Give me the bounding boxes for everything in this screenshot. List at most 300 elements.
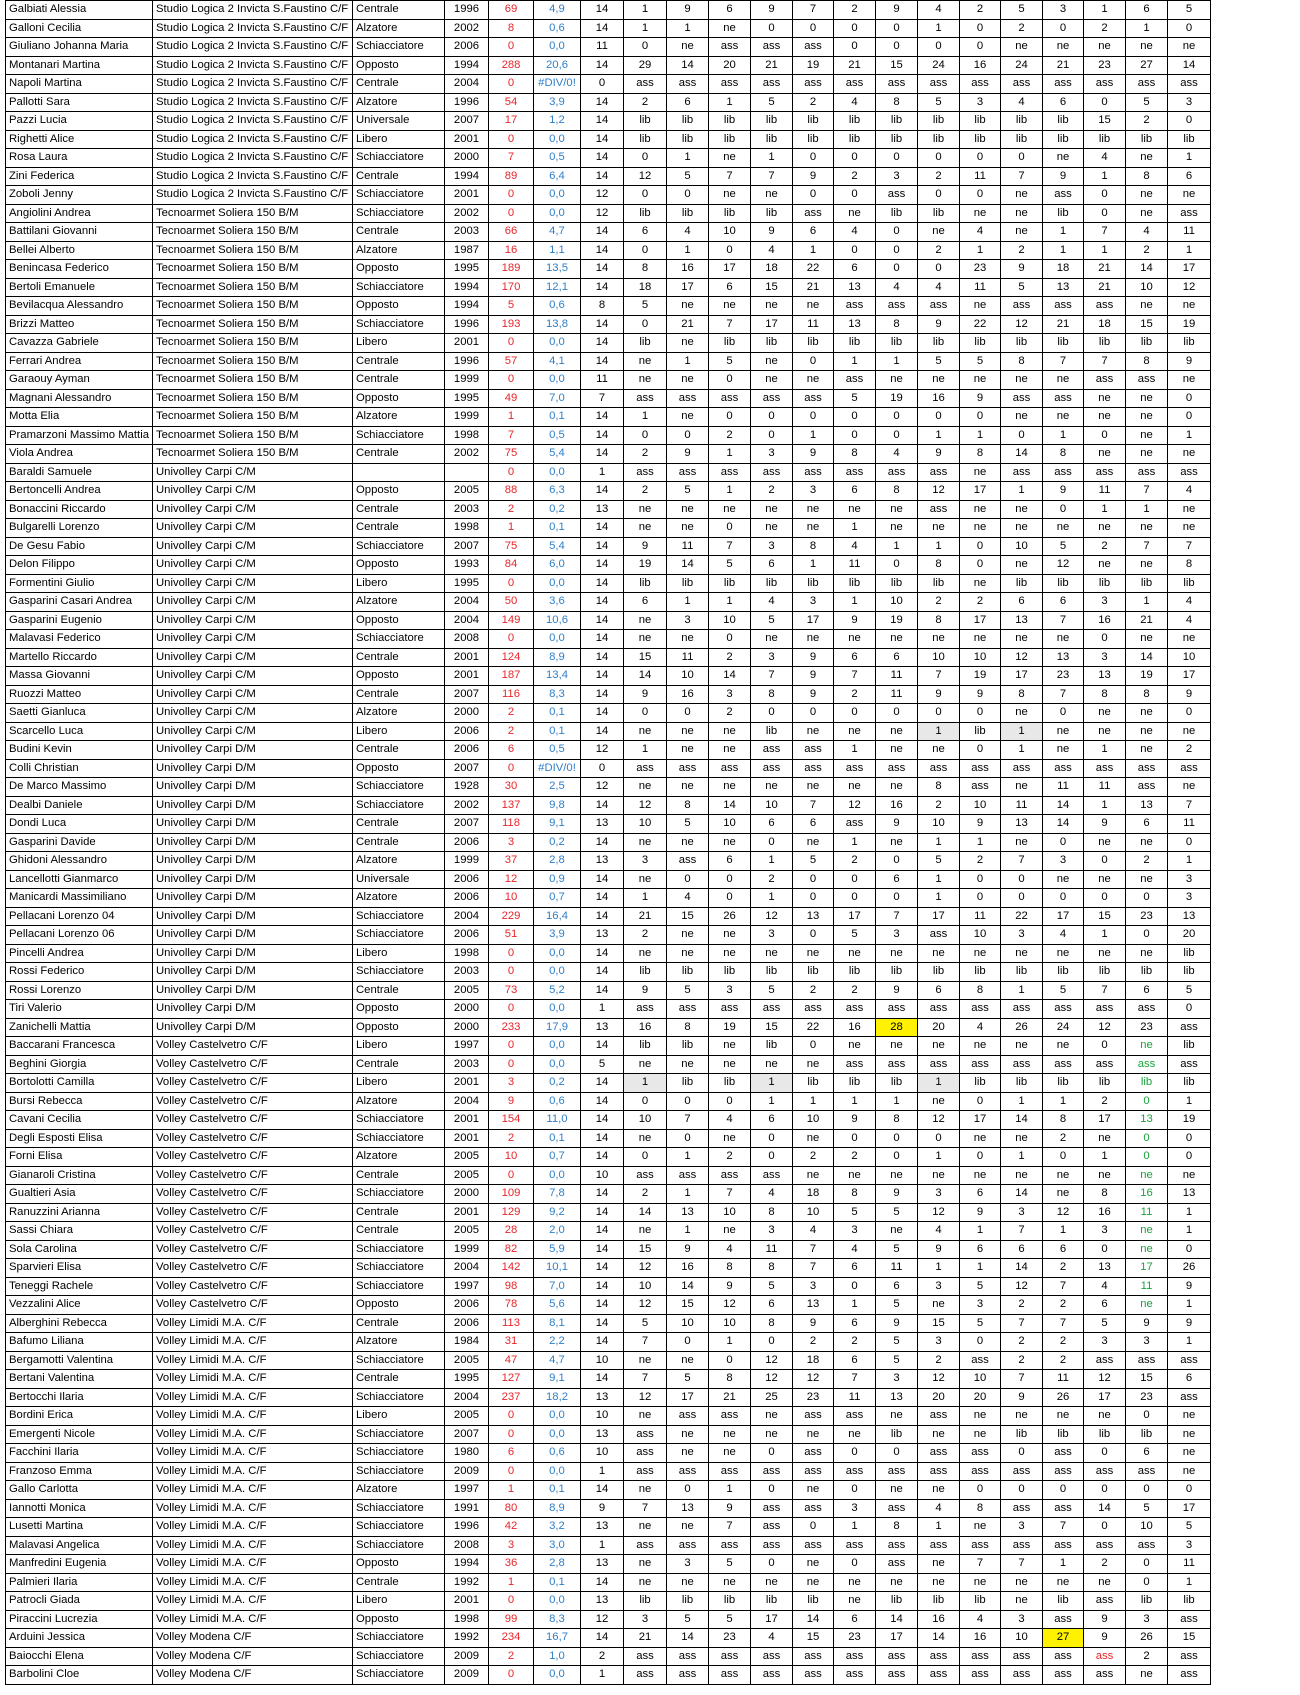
role-cell: Centrale [353,519,445,538]
match-2-points-cell: 10 [667,1314,709,1333]
table-row [6,1129,1211,1148]
match-1-points-cell: 5 [624,297,667,316]
role-cell: Alzatore [353,1481,445,1500]
match-3-points-cell: 0 [709,241,751,260]
match-3-points-cell: 0 [709,630,751,649]
match-7-points-cell: ne [876,519,918,538]
match-1-points-cell: ne [624,1222,667,1241]
match-7-points-cell: lib [876,1074,918,1093]
match-6-points-cell: 1 [834,593,876,612]
match-12-points-cell: ne [1084,445,1126,464]
match-13-points-cell: ne [1126,1166,1168,1185]
role-cell: Alzatore [353,1333,445,1352]
match-2-points-cell: ass [667,1462,709,1481]
match-2-points-cell: 0 [667,704,709,723]
match-11-points-cell: ne [1043,630,1084,649]
match-2-points-cell: ass [667,1666,709,1685]
matches-played-cell: 14 [581,260,624,279]
player-name-cell: Dealbi Daniele [6,796,153,815]
match-14-points-cell: 14 [1168,56,1211,75]
average-cell: 0,0 [534,371,581,390]
match-5-points-cell: 19 [793,56,834,75]
match-2-points-cell: ass [667,1166,709,1185]
total-points-cell: 3 [489,1074,534,1093]
match-14-points-cell: 0 [1168,1240,1211,1259]
match-12-points-cell: ass [1084,297,1126,316]
match-7-points-cell: 0 [876,852,918,871]
match-9-points-cell: ne [960,204,1001,223]
match-14-points-cell: 3 [1168,889,1211,908]
match-7-points-cell: ass [876,1666,918,1685]
match-12-points-cell: ass [1084,463,1126,482]
match-7-points-cell: 0 [876,704,918,723]
match-3-points-cell: 23 [709,1629,751,1648]
player-stats-table [5,0,1211,1685]
matches-played-cell: 14 [581,870,624,889]
match-7-points-cell: lib [876,963,918,982]
match-5-points-cell: 6 [793,815,834,834]
team-cell: Univolley Carpi C/M [153,611,353,630]
table-row [6,19,1211,38]
total-points-cell: 2 [489,704,534,723]
match-12-points-cell: 1 [1084,1148,1126,1167]
player-name-cell: Bulgarelli Lorenzo [6,519,153,538]
match-3-points-cell: ass [709,38,751,57]
match-13-points-cell: 23 [1126,1018,1168,1037]
match-7-points-cell: ass [876,297,918,316]
total-points-cell: 1 [489,519,534,538]
table-row [6,537,1211,556]
match-6-points-cell: 3 [834,1499,876,1518]
match-10-points-cell: 13 [1001,815,1043,834]
match-8-points-cell: 20 [918,1388,960,1407]
birth-year-cell: 2002 [445,204,489,223]
match-5-points-cell: ass [793,1462,834,1481]
team-cell: Univolley Carpi C/M [153,574,353,593]
matches-played-cell: 14 [581,1277,624,1296]
match-1-points-cell: 14 [624,1203,667,1222]
total-points-cell: 109 [489,1185,534,1204]
match-9-points-cell: 2 [960,593,1001,612]
match-2-points-cell: ne [667,833,709,852]
table-row [6,1351,1211,1370]
match-7-points-cell: ass [876,1536,918,1555]
match-6-points-cell: 9 [834,1111,876,1130]
match-8-points-cell: 14 [918,1629,960,1648]
match-4-points-cell: 12 [751,1351,793,1370]
total-points-cell: 129 [489,1203,534,1222]
match-10-points-cell: ne [1001,371,1043,390]
role-cell: Centrale [353,223,445,242]
match-7-points-cell: ne [876,500,918,519]
player-name-cell: Patrocli Giada [6,1592,153,1611]
table-row [6,1018,1211,1037]
match-5-points-cell: lib [793,130,834,149]
match-7-points-cell: 3 [876,167,918,186]
matches-played-cell: 14 [581,1148,624,1167]
match-5-points-cell: 10 [793,1111,834,1130]
match-1-points-cell: ass [624,75,667,94]
table-row [6,1444,1211,1463]
match-6-points-cell: ne [834,630,876,649]
team-cell: Volley Castelvetro C/F [153,1129,353,1148]
match-9-points-cell: ass [960,1444,1001,1463]
match-8-points-cell: ass [918,1666,960,1685]
match-13-points-cell: ne [1126,944,1168,963]
average-cell: 0,5 [534,149,581,168]
match-14-points-cell: 1 [1168,1092,1211,1111]
match-7-points-cell: 1 [876,537,918,556]
match-2-points-cell: 17 [667,1388,709,1407]
birth-year-cell: 1995 [445,1370,489,1389]
table-row [6,981,1211,1000]
matches-played-cell: 10 [581,1407,624,1426]
match-8-points-cell: 3 [918,1277,960,1296]
average-cell: 0,7 [534,1148,581,1167]
match-13-points-cell: 0 [1126,889,1168,908]
match-14-points-cell: 10 [1168,648,1211,667]
match-3-points-cell: 1 [709,93,751,112]
birth-year-cell: 2001 [445,186,489,205]
match-4-points-cell: 18 [751,260,793,279]
total-points-cell: 2 [489,722,534,741]
average-cell: 13,8 [534,315,581,334]
match-10-points-cell: ne [1001,500,1043,519]
match-4-points-cell: 12 [751,1370,793,1389]
match-2-points-cell: 11 [667,648,709,667]
match-10-points-cell: 7 [1001,1555,1043,1574]
birth-year-cell: 2002 [445,796,489,815]
match-2-points-cell: ne [667,1573,709,1592]
match-11-points-cell: lib [1043,1074,1084,1093]
average-cell: 9,2 [534,1203,581,1222]
birth-year-cell: 2001 [445,1203,489,1222]
match-7-points-cell: 10 [876,593,918,612]
match-8-points-cell: 1 [918,1518,960,1537]
birth-year-cell: 2004 [445,1388,489,1407]
table-row [6,796,1211,815]
birth-year-cell: 2005 [445,1222,489,1241]
match-13-points-cell: ass [1126,1000,1168,1019]
match-12-points-cell: 0 [1084,204,1126,223]
match-12-points-cell: 16 [1084,1203,1126,1222]
match-11-points-cell: 12 [1043,556,1084,575]
match-9-points-cell: ne [960,944,1001,963]
match-1-points-cell: 6 [624,223,667,242]
player-name-cell: Sola Carolina [6,1240,153,1259]
team-cell: Univolley Carpi D/M [153,981,353,1000]
match-5-points-cell: 0 [793,889,834,908]
match-12-points-cell: 8 [1084,1185,1126,1204]
matches-played-cell: 14 [581,1370,624,1389]
role-cell: Alzatore [353,1148,445,1167]
match-2-points-cell: 17 [667,278,709,297]
match-11-points-cell: 7 [1043,1277,1084,1296]
match-7-points-cell: 0 [876,260,918,279]
player-name-cell: Franzoso Emma [6,1462,153,1481]
match-11-points-cell: 21 [1043,315,1084,334]
match-10-points-cell: 9 [1001,1388,1043,1407]
birth-year-cell: 1995 [445,260,489,279]
average-cell: 5,6 [534,1296,581,1315]
match-13-points-cell: lib [1126,574,1168,593]
match-1-points-cell: 7 [624,1499,667,1518]
team-cell: Tecnoarmet Soliera 150 B/M [153,334,353,353]
match-2-points-cell: 21 [667,315,709,334]
total-points-cell: 9 [489,1092,534,1111]
matches-played-cell: 12 [581,778,624,797]
table-row [6,648,1211,667]
total-points-cell: 2 [489,500,534,519]
table-row [6,371,1211,390]
match-9-points-cell: 10 [960,1370,1001,1389]
match-2-points-cell: 14 [667,1629,709,1648]
match-8-points-cell: 4 [918,278,960,297]
match-5-points-cell: 15 [793,1629,834,1648]
match-9-points-cell: 0 [960,38,1001,57]
match-11-points-cell: 23 [1043,667,1084,686]
match-9-points-cell: 3 [960,1296,1001,1315]
match-9-points-cell: 6 [960,1240,1001,1259]
match-9-points-cell: ass [960,1000,1001,1019]
player-name-cell: Ghidoni Alessandro [6,852,153,871]
match-12-points-cell: 3 [1084,1222,1126,1241]
average-cell: 8,1 [534,1314,581,1333]
table-row [6,204,1211,223]
match-9-points-cell: ne [960,574,1001,593]
match-12-points-cell: lib [1084,963,1126,982]
match-11-points-cell: 11 [1043,778,1084,797]
match-5-points-cell: ne [793,1129,834,1148]
match-10-points-cell: 17 [1001,667,1043,686]
match-10-points-cell: lib [1001,112,1043,131]
match-10-points-cell: ass [1001,1647,1043,1666]
matches-played-cell: 14 [581,981,624,1000]
match-14-points-cell: 0 [1168,1129,1211,1148]
match-3-points-cell: 10 [709,223,751,242]
match-7-points-cell: lib [876,204,918,223]
match-3-points-cell: 20 [709,56,751,75]
match-6-points-cell: lib [834,963,876,982]
player-name-cell: Galloni Cecilia [6,19,153,38]
match-14-points-cell: 13 [1168,907,1211,926]
match-10-points-cell: ass [1001,389,1043,408]
birth-year-cell: 1992 [445,1573,489,1592]
match-4-points-cell: ass [751,1462,793,1481]
role-cell: Centrale [353,1,445,20]
match-10-points-cell: 0 [1001,149,1043,168]
match-9-points-cell: 0 [960,704,1001,723]
match-4-points-cell: 0 [751,1148,793,1167]
match-7-points-cell: 9 [876,981,918,1000]
match-10-points-cell: ass [1001,759,1043,778]
match-8-points-cell: 15 [918,1314,960,1333]
team-cell: Volley Modena C/F [153,1666,353,1685]
total-points-cell: 237 [489,1388,534,1407]
player-name-cell: Benincasa Federico [6,260,153,279]
match-5-points-cell: lib [793,334,834,353]
total-points-cell: 10 [489,1148,534,1167]
match-4-points-cell: 3 [751,926,793,945]
match-13-points-cell: ne [1126,297,1168,316]
match-4-points-cell: 10 [751,796,793,815]
total-points-cell: 16 [489,241,534,260]
match-4-points-cell: ne [751,944,793,963]
match-1-points-cell: 21 [624,907,667,926]
match-6-points-cell: 1 [834,1296,876,1315]
match-4-points-cell: lib [751,112,793,131]
table-row [6,241,1211,260]
match-11-points-cell: ass [1043,1499,1084,1518]
birth-year-cell: 2005 [445,482,489,501]
match-4-points-cell: 17 [751,315,793,334]
match-7-points-cell: lib [876,1425,918,1444]
match-5-points-cell: 13 [793,1296,834,1315]
match-5-points-cell: 11 [793,315,834,334]
matches-played-cell: 10 [581,1166,624,1185]
match-11-points-cell: 1 [1043,426,1084,445]
birth-year-cell: 2005 [445,1148,489,1167]
team-cell: Volley Limidi M.A. C/F [153,1518,353,1537]
match-4-points-cell: 5 [751,1277,793,1296]
player-name-cell: Bertoncelli Andrea [6,482,153,501]
match-13-points-cell: 7 [1126,482,1168,501]
player-name-cell: Formentini Giulio [6,574,153,593]
match-11-points-cell: 7 [1043,352,1084,371]
table-row [6,1370,1211,1389]
team-cell: Volley Castelvetro C/F [153,1074,353,1093]
role-cell: Alzatore [353,1092,445,1111]
match-1-points-cell: 18 [624,278,667,297]
match-5-points-cell: 0 [793,408,834,427]
matches-played-cell: 14 [581,278,624,297]
match-9-points-cell: 9 [960,685,1001,704]
match-10-points-cell: 14 [1001,445,1043,464]
match-14-points-cell: lib [1168,963,1211,982]
role-cell: Schiacciatore [353,426,445,445]
match-8-points-cell: ne [918,1296,960,1315]
match-9-points-cell: lib [960,963,1001,982]
total-points-cell: 0 [489,759,534,778]
match-8-points-cell: 0 [918,260,960,279]
match-10-points-cell: 14 [1001,1185,1043,1204]
match-1-points-cell: ne [624,352,667,371]
average-cell: 7,0 [534,389,581,408]
match-4-points-cell: lib [751,722,793,741]
match-11-points-cell: lib [1043,130,1084,149]
match-3-points-cell: 6 [709,278,751,297]
match-10-points-cell: 0 [1001,889,1043,908]
match-12-points-cell: ass [1084,1055,1126,1074]
match-9-points-cell: ass [960,778,1001,797]
match-12-points-cell: ne [1084,722,1126,741]
match-10-points-cell: 2 [1001,241,1043,260]
match-10-points-cell: 0 [1001,426,1043,445]
average-cell: 0,1 [534,519,581,538]
team-cell: Tecnoarmet Soliera 150 B/M [153,260,353,279]
matches-played-cell: 14 [581,315,624,334]
match-14-points-cell: 9 [1168,1277,1211,1296]
match-6-points-cell: 0 [834,408,876,427]
match-14-points-cell: ne [1168,186,1211,205]
match-1-points-cell: lib [624,1037,667,1056]
table-row [6,1555,1211,1574]
match-12-points-cell: ass [1084,1536,1126,1555]
match-7-points-cell: 5 [876,1351,918,1370]
player-name-cell: Bellei Alberto [6,241,153,260]
average-cell: 0,0 [534,630,581,649]
average-cell: 6,0 [534,556,581,575]
match-11-points-cell: 7 [1043,1314,1084,1333]
match-11-points-cell: 2 [1043,1296,1084,1315]
table-row [6,1518,1211,1537]
table-row [6,1499,1211,1518]
team-cell: Studio Logica 2 Invicta S.Faustino C/F [153,1,353,20]
team-cell: Studio Logica 2 Invicta S.Faustino C/F [153,112,353,131]
match-11-points-cell: 7 [1043,1518,1084,1537]
player-name-cell: De Marco Massimo [6,778,153,797]
match-5-points-cell: 0 [793,352,834,371]
match-1-points-cell: ass [624,1000,667,1019]
table-row [6,574,1211,593]
match-14-points-cell: ass [1168,75,1211,94]
total-points-cell: 75 [489,445,534,464]
match-8-points-cell: 17 [918,907,960,926]
match-4-points-cell: 4 [751,1185,793,1204]
match-13-points-cell: 17 [1126,1259,1168,1278]
match-3-points-cell: 19 [709,1018,751,1037]
team-cell: Volley Castelvetro C/F [153,1259,353,1278]
match-14-points-cell: lib [1168,334,1211,353]
match-3-points-cell: 6 [709,1,751,20]
match-7-points-cell: 8 [876,1111,918,1130]
match-9-points-cell: 5 [960,1314,1001,1333]
matches-played-cell: 14 [581,1333,624,1352]
average-cell: 3,9 [534,926,581,945]
team-cell: Volley Limidi M.A. C/F [153,1536,353,1555]
match-1-points-cell: lib [624,204,667,223]
match-8-points-cell: 16 [918,1610,960,1629]
match-3-points-cell: 0 [709,408,751,427]
match-1-points-cell: 12 [624,1388,667,1407]
birth-year-cell: 2007 [445,112,489,131]
total-points-cell: 0 [489,1166,534,1185]
match-13-points-cell: 0 [1126,1407,1168,1426]
match-10-points-cell: 6 [1001,593,1043,612]
match-9-points-cell: 0 [960,1092,1001,1111]
match-14-points-cell: ass [1168,1610,1211,1629]
match-1-points-cell: ass [624,1647,667,1666]
match-14-points-cell: ass [1168,1018,1211,1037]
average-cell: 16,7 [534,1629,581,1648]
player-name-cell: Alberghini Rebecca [6,1314,153,1333]
role-cell: Opposto [353,297,445,316]
average-cell: #DIV/0! [534,759,581,778]
match-12-points-cell: 1 [1084,167,1126,186]
match-5-points-cell: 0 [793,19,834,38]
match-2-points-cell: lib [667,1592,709,1611]
match-6-points-cell: ne [834,778,876,797]
match-10-points-cell: 14 [1001,1259,1043,1278]
average-cell: 0,0 [534,186,581,205]
match-2-points-cell: 1 [667,149,709,168]
match-8-points-cell: 24 [918,56,960,75]
match-3-points-cell: ne [709,1129,751,1148]
match-3-points-cell: lib [709,1074,751,1093]
match-4-points-cell: 17 [751,1610,793,1629]
match-7-points-cell: ne [876,778,918,797]
match-1-points-cell: ne [624,722,667,741]
